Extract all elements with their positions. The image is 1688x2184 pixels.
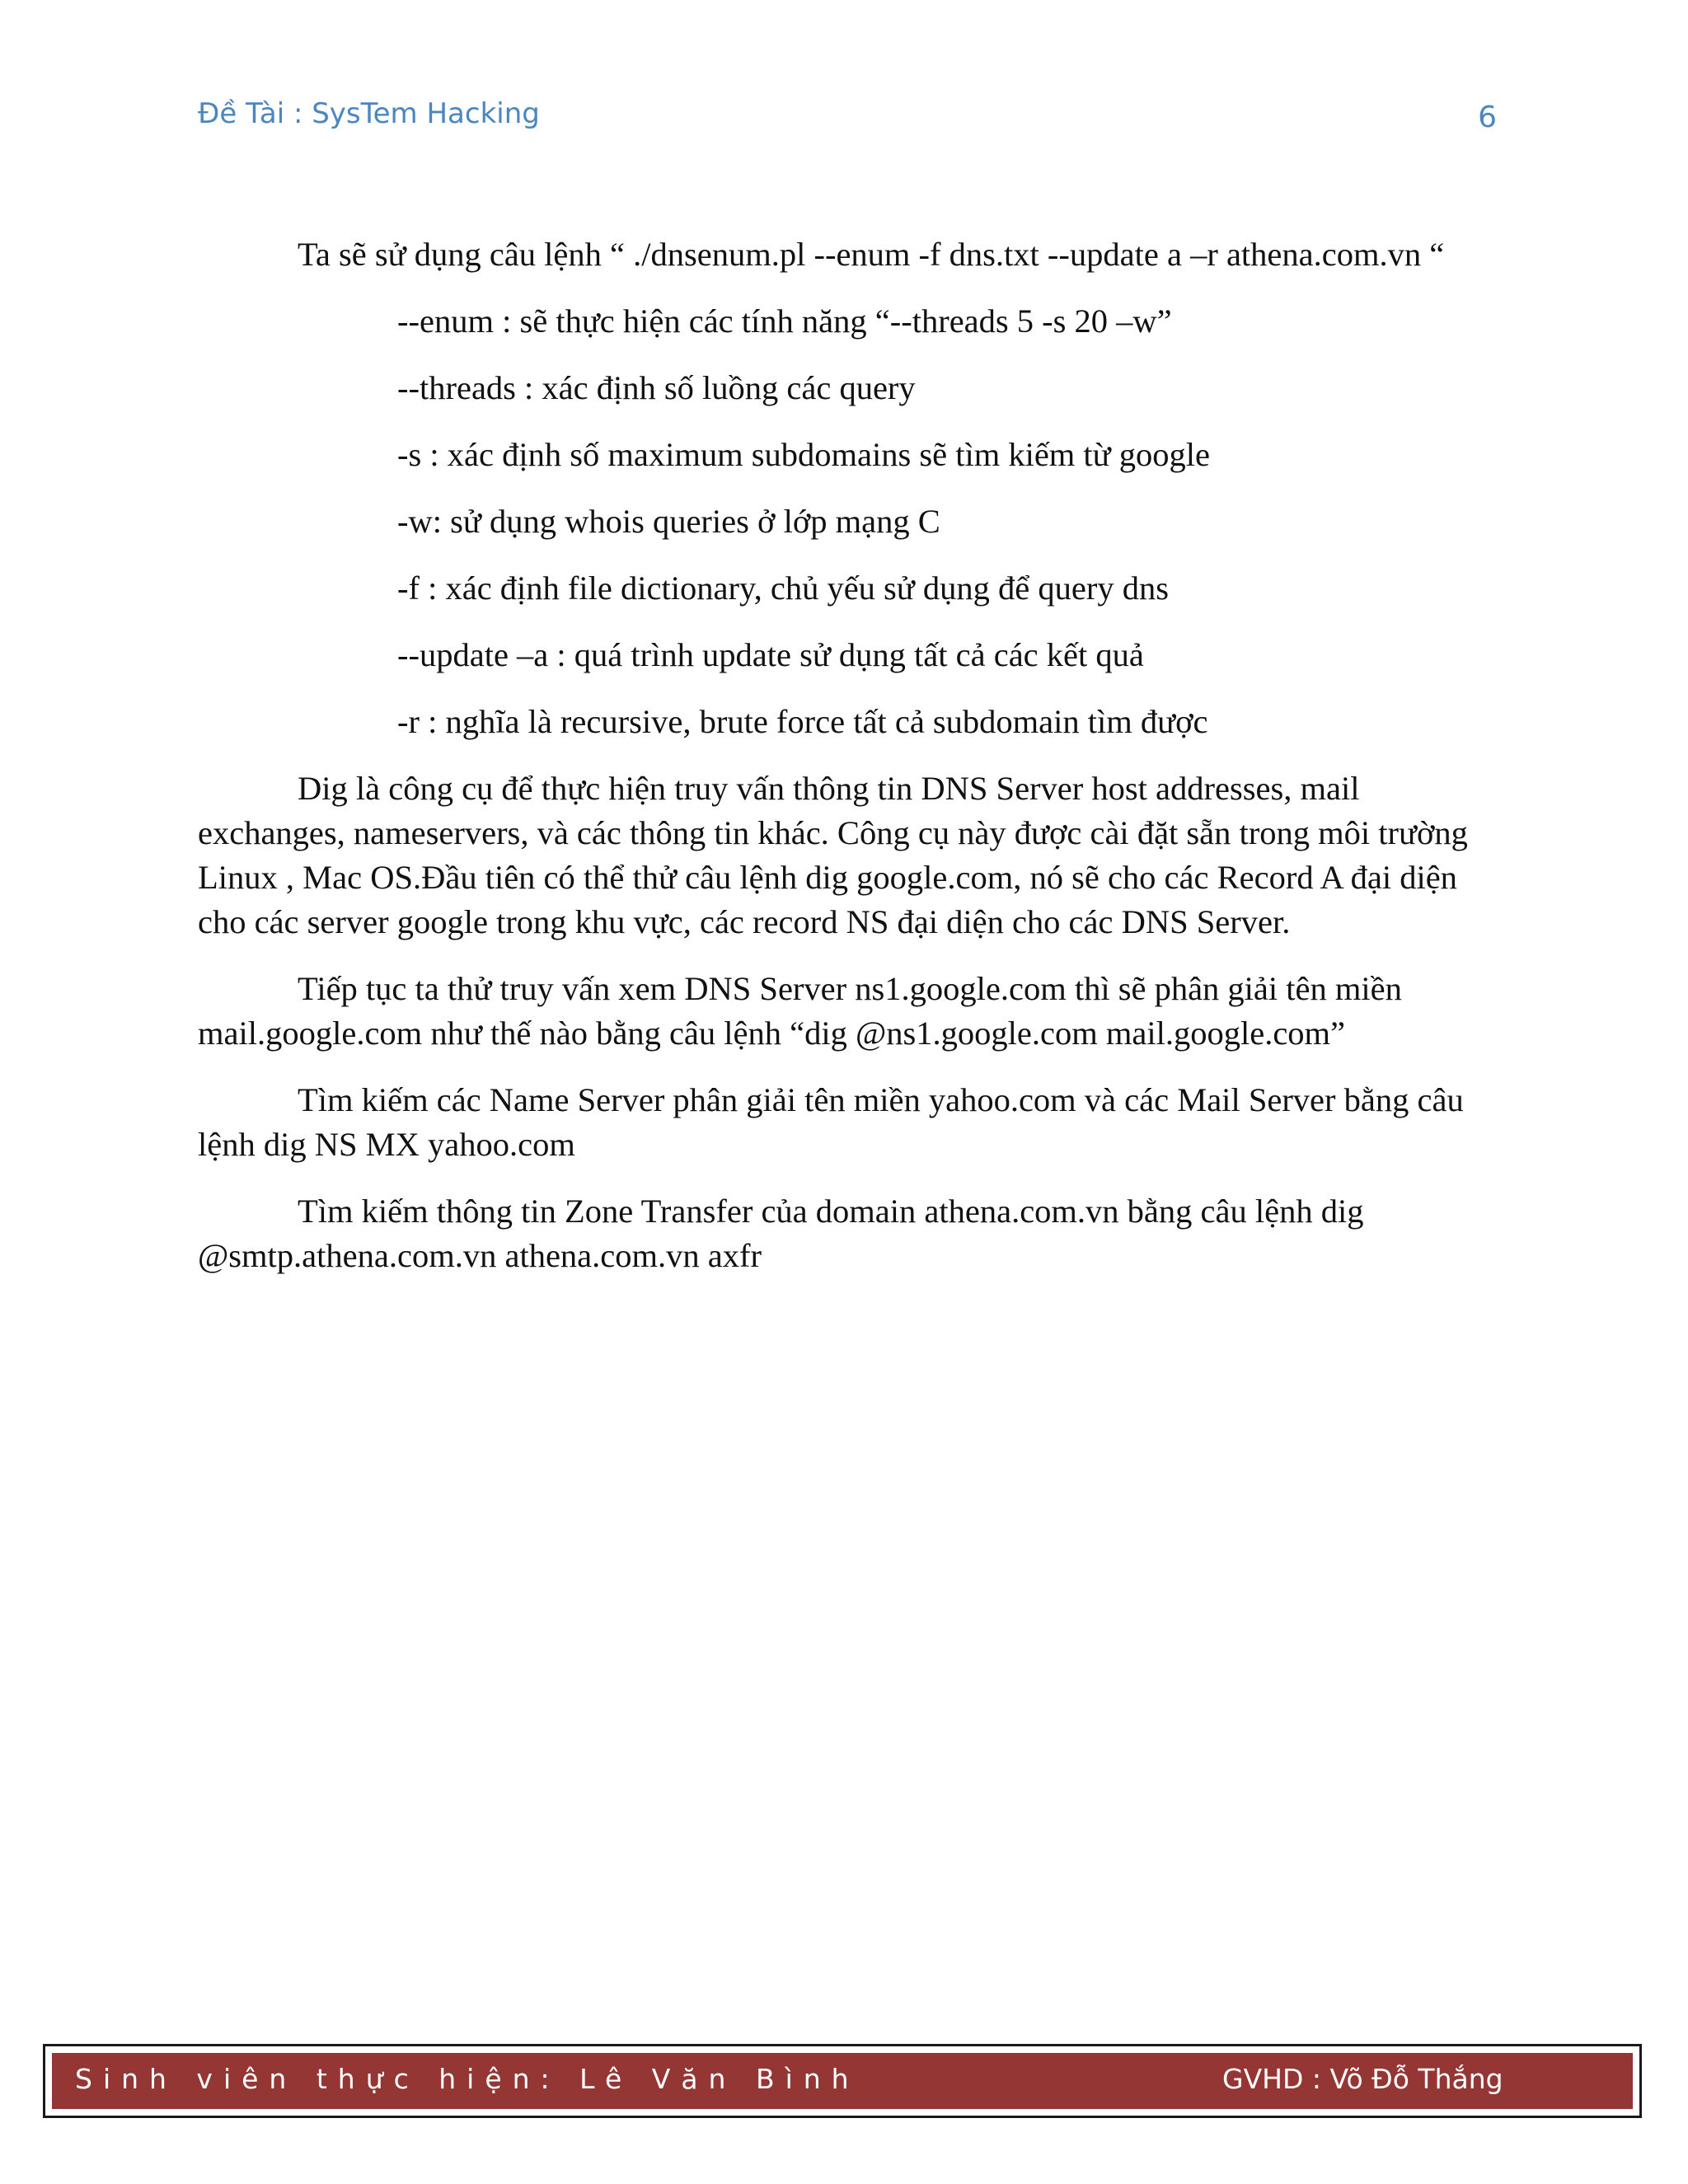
footer — [43, 2044, 1642, 2118]
zone-transfer-paragraph: Tìm kiếm thông tin Zone Transfer của domain athena.com.vn bằng câu lệnh dig @smtp.athena.com.vn athena.com.vn axfr — [198, 1193, 1364, 1274]
dig-paragraph: Dig là công cụ để thực hiện truy vấn thông tin DNS Server host addresses, mail exchanges, nameservers, và các thông tin khác. Công cụ này được cài đặt sẵn trong môi trường Linux , Mac OS.Đầu tiên có thể thử câu lệnh dig google.com, nó sẽ cho các Record A đại diện cho các server google trong khu vực, các record NS đại diện cho các DNS Server. — [198, 770, 1468, 940]
ns1-paragraph: Tiếp tục ta thử truy vấn xem DNS Server ns1.google.com thì sẽ phân giải tên miền mail.google.com như thế nào bằng câu lệnh “dig @ns1.google.com mail.google.com” — [198, 970, 1402, 1052]
option-s: -s : xác định số maximum subdomains sẽ tìm kiếm từ google — [397, 436, 1210, 473]
document-body — [198, 232, 1500, 1301]
footer-advisor: GVHD : Võ Đỗ Thắng — [1222, 2063, 1503, 2095]
intro-paragraph: Ta sẽ sử dụng câu lệnh “ ./dnsenum.pl --enum -f dns.txt --update a –r athena.com.vn “ — [298, 236, 1445, 273]
yahoo-paragraph: Tìm kiếm các Name Server phân giải tên miền yahoo.com và các Mail Server bằng câu lệnh dig NS MX yahoo.com — [198, 1081, 1464, 1163]
option-f: -f : xác định file dictionary, chủ yếu sử dụng để query dns — [397, 569, 1169, 607]
option-r: -r : nghĩa là recursive, brute force tất cả subdomain tìm được — [397, 703, 1208, 740]
header-title: Đề Tài : SysTem Hacking — [198, 97, 540, 130]
option-enum: --enum : sẽ thực hiện các tính năng “--threads 5 -s 20 –w” — [397, 302, 1172, 340]
footer-student: Sinh viên thực hiện: Lê Văn Bình — [75, 2063, 860, 2095]
page-number: 6 — [1478, 101, 1497, 134]
option-update: --update –a : quá trình update sử dụng tất cả các kết quả — [397, 636, 1144, 673]
option-threads: --threads : xác định số luồng các query — [397, 369, 916, 406]
option-w: -w: sử dụng whois queries ở lớp mạng C — [397, 503, 940, 540]
footer-bar — [52, 2053, 1633, 2109]
